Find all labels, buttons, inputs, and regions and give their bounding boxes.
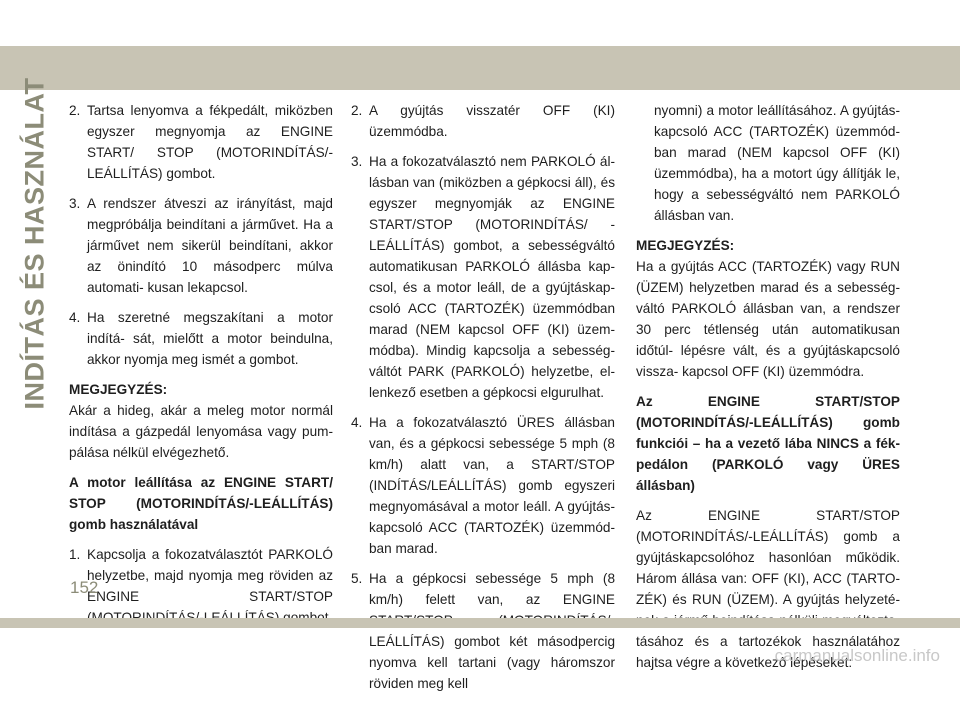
list-item (69, 544, 333, 628)
item-text: Kapcsolja a fokozatválasztót PARKOLÓ helyzetbe, majd nyomja meg röviden az ENGINE START/STOP (87, 547, 333, 604)
item-text: nyomni) a motor leállításához. A gyújtás- kapcsoló ACC (TARTOZÉK) üzemmód- ban marad (NEM kapcsol OFF (KI) üzemmódba), ha a motort úgy állítják le, hogy a sebességváltó nem PARKOLÓ állásban van. (654, 103, 900, 223)
item-number: 2. (351, 103, 363, 118)
item-text: Ha szeretné megszakítani a motor indítá- sát, mielőtt a motor beindulna, akkor nyomja meg ismét a gombot. (87, 310, 333, 367)
item-number: 4. (69, 310, 81, 325)
list-item (69, 193, 333, 298)
column-3 (636, 100, 900, 682)
item-text: Ha a gépkocsi sebessége 5 mph (8 km/h) felett van, az ENGINE LEÁLLÍTÁS) gombot két másodpercig nyomva kell tartani (vagy háromszor röviden meg kell (369, 571, 615, 691)
list-item (351, 151, 615, 403)
column-2 (351, 100, 615, 703)
item-text: Ha a fokozatválasztó nem PARKOLÓ ál- lásban van (miközben a gépkocsi áll), és egyszer megnyomják az ENGINE START/STOP (MOTORINDÍTÁS/ -LEÁLLÍTÁS) gombot, a sebességváltó automatikusan PARKOLÓ állásba kap- csol, és a motor leáll, de a gyújtáskap- csoló ACC (TARTOZÉK) üzemmódban marad (NEM kapcsol OFF (KI) üzem- módba). Mindig kapcsolja a sebesség- váltót PARK (PARKOLÓ) helyzetbe, el- lenkező esetben a gépkocsi elgurulhat. (369, 154, 615, 400)
section-title: INDÍTÁS ÉS HASZNÁLAT (19, 77, 50, 409)
item-number: 2. (69, 103, 81, 118)
section-sidebar (12, 77, 58, 409)
item-number: 3. (351, 154, 363, 169)
top-band (0, 46, 960, 90)
list-item (69, 307, 333, 370)
item-text: Tartsa lenyomva a fékpedált, miközben egyszer megnyomja az ENGINE START/ STOP (MOTORINDÍTÁS/-LEÁLLÍTÁS) gombot. (87, 103, 333, 181)
item-text: Ha a fokozatválasztó ÜRES állásban van, és a gépkocsi sebessége 5 mph (8 km/h) alatt van, a START/STOP (INDÍTÁS/LEÁLLÍTÁS) gomb egyszeri megnyomásával a motor leáll. A gyújtás- kapcsoló ACC (TARTOZÉK) üzemmód- ban marad. (369, 415, 615, 556)
list-item (351, 568, 615, 694)
item-number: 1. (69, 547, 81, 562)
item-number: 3. (69, 196, 81, 211)
column-1 (69, 100, 333, 637)
item-text: A gyújtás visszatér OFF (KI) üzemmódba. (369, 103, 615, 139)
section-heading: Az ENGINE START/STOP (MOTORINDÍTÁS/-LEÁLLÍTÁS) gomb funkciói – ha a vezető lába NINCS a fék- pedálon (PARKOLÓ vagy ÜRES állásban) (636, 394, 900, 493)
bottom-band (0, 618, 960, 628)
page-number: 152 (70, 578, 99, 597)
section-text: Az ENGINE START/STOP (MOTORINDÍTÁS/-LEÁLLÍTÁS) gomb a gyújtáskapcsolóhoz hasonlóan működik. Három állása van: OFF (KI), ACC (TARTO- ZÉK) és RUN (ÜZEM). A gyújtás helyzeté- tásához és a tartozékok használatához hajtsa végre a következő lépéseket: (636, 508, 900, 670)
item-number: 4. (351, 415, 363, 430)
note-heading: MEGJEGYZÉS: (69, 382, 168, 397)
section-heading: A motor leállítása az ENGINE START/ STOP (MOTORINDÍTÁS/-LEÁLLÍTÁS) gomb használatával (69, 475, 333, 532)
note-heading: MEGJEGYZÉS: (636, 238, 735, 253)
list-item (69, 100, 333, 184)
note-text: Akár a hideg, akár a meleg motor normál indítása a gázpedál lenyomása vagy pum- pálása nélkül elvégezhető. (69, 403, 333, 460)
list-item (351, 100, 615, 142)
item-number: 5. (351, 571, 363, 586)
item-text: A rendszer átveszi az irányítást, majd megpróbálja beindítani a járművet. Ha a járművet nem sikerül beindítani, akkor az önindító 10 másodperc múlva automati- kusan lekapcsol. (87, 196, 333, 295)
list-item-continued (636, 100, 900, 226)
note-text: Ha a gyújtás ACC (TARTOZÉK) vagy RUN (ÜZEM) helyzetben marad és a sebesség- váltó PARKOLÓ állásban van, a rendszer 30 perc tétlenség után automatikusan időtúl- lépésre vált, és a gyújtáskapcsoló vissza- kapcsol OFF (KI) üzemmódra. (636, 259, 900, 379)
watermark: carmanualsonline.info (774, 646, 940, 665)
list-item (351, 412, 615, 559)
